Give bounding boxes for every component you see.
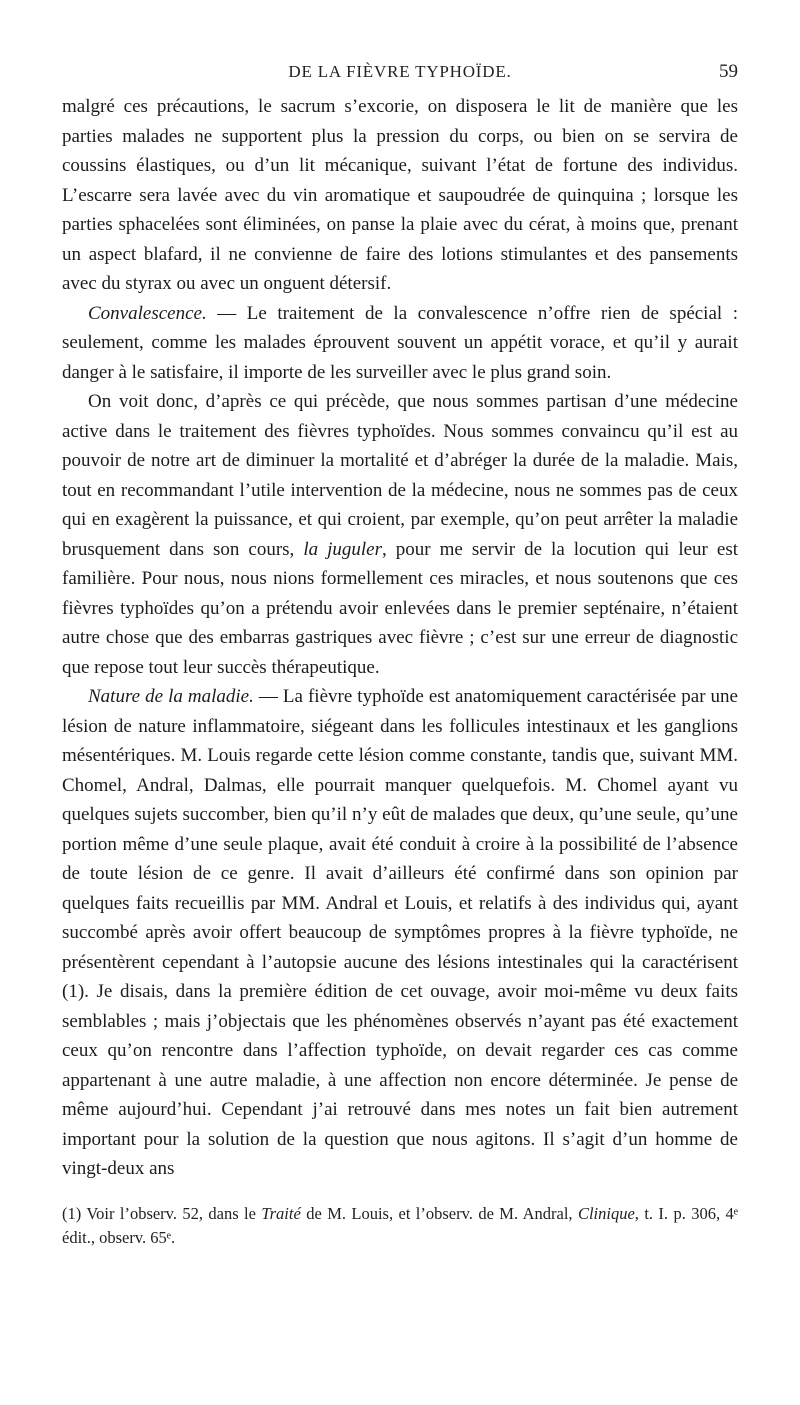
footnote-1 bbox=[62, 1202, 738, 1250]
italic-phrase: la juguler bbox=[303, 538, 383, 560]
paragraph-nature bbox=[62, 682, 738, 1184]
footnote-italic-1: Traité bbox=[261, 1203, 301, 1223]
paragraph-nature-text: — La fièvre typhoïde est anatomiquement caractérisée par une lésion de nature inflammatoire, siégeant dans les follicules intestinaux et les ganglions mésentériques. M. Louis regarde cette lésion comme constante, tandis que, suivant MM. Chomel, Andral, Dalmas, elle pourrait manquer quelquefois. M. Chomel ayant vu quelques sujets succomber, bien qu’il n’y eût de malades que deux, qu’une seule, qu’une portion même d’une seule plaque, avait été conduit à croire à la possibilité de l’absence de toute lésion de ce genre. Il avait d’ailleurs été confirmé dans son opinion par quelques faits recueillis par MM. Andral et Louis, et relatifs à des individus qui, ayant succombé après avoir offert beaucoup de symptômes propres à la fièvre typhoïde, ne présentèrent cependant à l’autopsie aucune des lésions intestinales qui la caractérisent (1). Je disais, dans la première édition de cet ouvage, avoir moi-même vu deux faits semblables ; mais j’objectais que les phénomènes observés n’ayant pas été exactement ceux qu’on rencontre dans l’affection typhoïde, on devait regarder ces cas comme appartenant à une autre maladie, à une affection non encore déterminée. Je pense de même aujourd’hui. Cependant j’ai retrouvé dans mes notes un fait bien autrement important pour la solution de la question que nous agitons. Il s’agit d’un homme de vingt-deux ans bbox=[62, 686, 738, 1179]
footnote bbox=[62, 1202, 738, 1250]
book-page bbox=[62, 0, 738, 1250]
footnote-text-1: (1) Voir l’observ. 52, dans le bbox=[62, 1203, 262, 1223]
paragraph-continuation: malgré ces précautions, le sacrum s’excorie, on disposera le lit de manière que les parties malades ne supportent plus la pression du corps, ou bien on se servira de coussins élastiques, ou d’un lit mécanique, suivant l’état de fortune des individus. L’escarre sera lavée avec du vin aromatique et saupoudrée de quinquina ; lorsque les parties sphacelées sont éliminées, on panse la plaie avec du cérat, à moins que, prenant un aspect blafard, il ne convienne de faire des lotions stimulantes et des pansements avec du styrax ou avec un onguent détersif. bbox=[62, 96, 738, 294]
paragraph-conclusion-text-1: On voit donc, d’après ce qui précède, que nous sommes partisan d’une médecine active dans le traitement des fièvres typhoïdes. Nous sommes convaincu qu’il est au pouvoir de notre art de diminuer la mortalité et d’abréger la durée de la maladie. Mais, tout en recommandant l’utile intervention de la médecine, nous ne sommes pas de ceux qui en exagèrent la puissance, et qui croient, par exemple, qu’on peut arrêter la maladie brusquement dans son cours, bbox=[62, 391, 738, 560]
footnote-italic-2: Clinique bbox=[577, 1203, 635, 1223]
page-number: 59 bbox=[719, 61, 738, 82]
body-text bbox=[62, 92, 738, 1184]
section-title-convalescence: Convalescence. bbox=[88, 302, 207, 324]
running-title: DE LA FIÈVRE TYPHOÏDE. bbox=[288, 62, 512, 81]
footnote-text-2: de M. Louis, et l’observ. de M. Andral, bbox=[300, 1203, 578, 1223]
footnote-text-3: , t. I. p. 306, 4ᵉ édit., observ. 65ᵉ. bbox=[62, 1203, 738, 1247]
paragraph-conclusion-text-2: , pour me servir de la locution qui leur est familière. Pour nous, nous nions formellement ces miracles, et nous soutenons que ces fièvres typhoïdes qu’on a prétendu avoir enlevées dans le premier septénaire, n’étaient autre chose que des embarras gastriques avec fièvre ; c’est sur une erreur de diagnostic que repose tout leur succès thérapeutique. bbox=[62, 538, 739, 678]
paragraph-convalescence bbox=[62, 299, 738, 388]
section-title-nature: Nature de la maladie. bbox=[88, 686, 254, 707]
paragraph-convalescence-text: — Le traitement de la convalescence n’offre rien de spécial : seulement, comme les malades éprouvent souvent un appétit vorace, et qu’il y aurait danger à le satisfaire, il importe de les surveiller avec le plus grand soin. bbox=[62, 302, 738, 383]
running-head bbox=[62, 0, 738, 92]
paragraph-conclusion bbox=[62, 387, 738, 682]
